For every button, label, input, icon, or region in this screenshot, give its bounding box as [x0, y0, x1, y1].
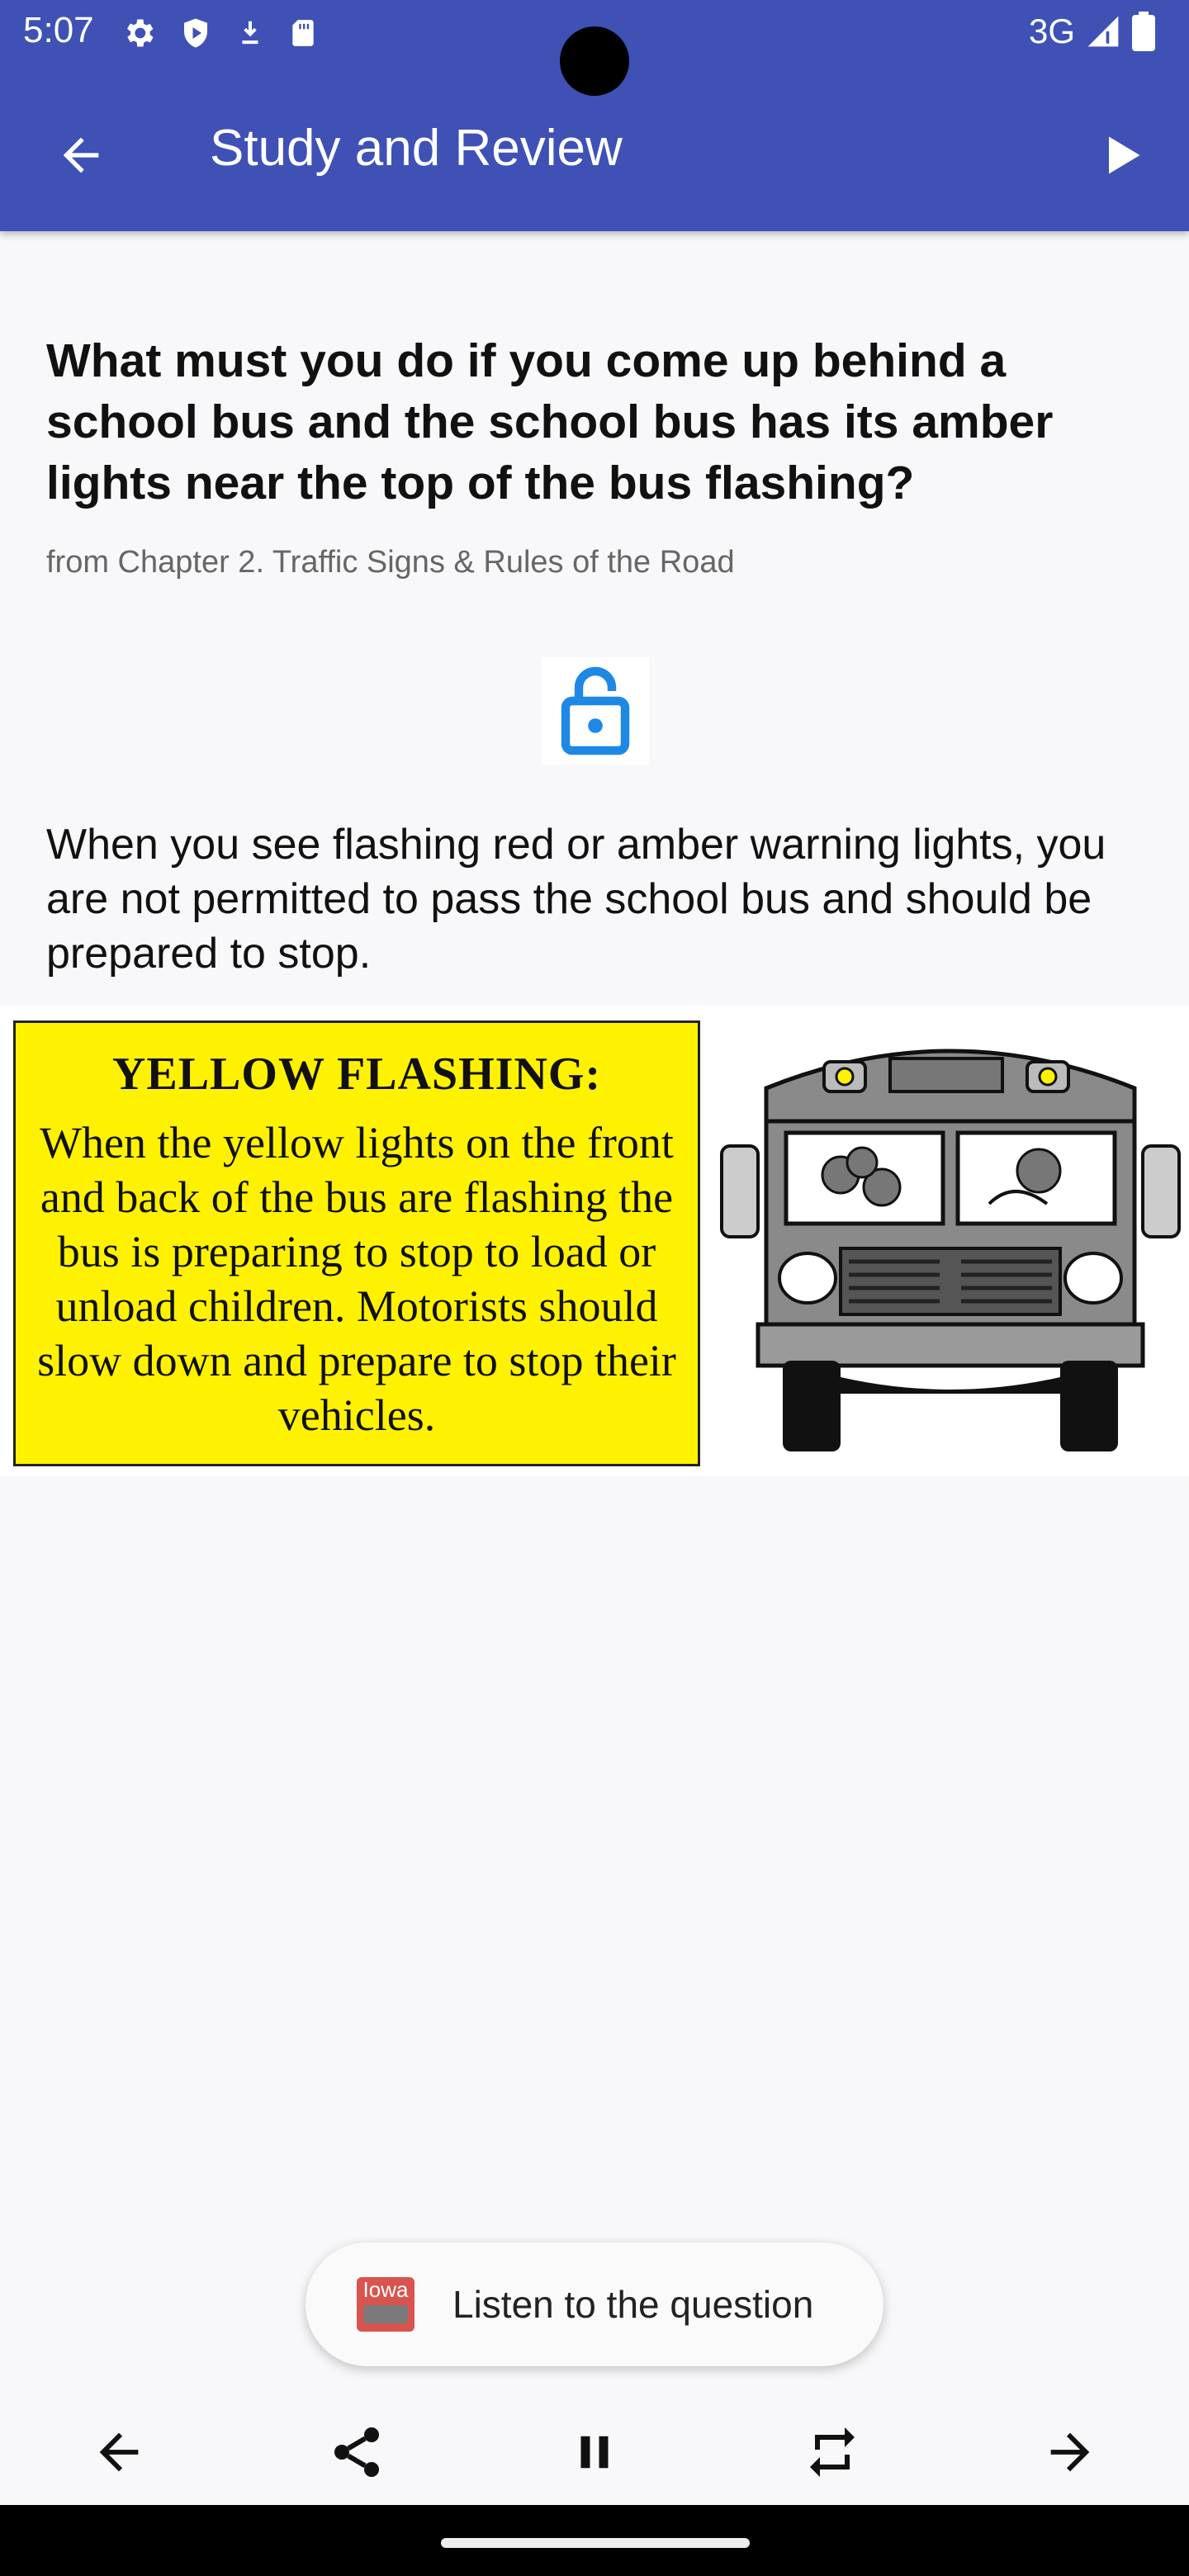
- previous-button[interactable]: [78, 2411, 160, 2493]
- pause-icon: [567, 2425, 622, 2479]
- status-icons-left: [121, 15, 319, 51]
- question-text: What must you do if you come up behind a school bus and the school bus has its amber lights near the top of the bus flashing?: [46, 334, 1054, 509]
- status-icons-right: [1029, 12, 1156, 51]
- repeat-button[interactable]: [791, 2411, 874, 2493]
- share-icon: [327, 2422, 386, 2482]
- snackbar-text: Listen to the question: [452, 2283, 814, 2326]
- bottom-toolbar: [0, 2394, 1189, 2502]
- answer-illustration: [0, 1006, 1189, 1476]
- question-source: from Chapter 2. Traffic Signs & Rules of the Road: [46, 545, 735, 580]
- app-logo-icon: [357, 2277, 414, 2332]
- reveal-answer-button[interactable]: [542, 657, 649, 765]
- download-icon: [234, 17, 266, 49]
- repeat-icon: [803, 2422, 862, 2482]
- unlock-icon: [556, 661, 635, 760]
- arrow-back-icon: [54, 129, 107, 182]
- signal-icon: [1085, 13, 1121, 50]
- app-bar: [0, 0, 1189, 231]
- sign-title: YELLOW FLASHING:: [111, 1049, 602, 1100]
- status-time: 5:07: [23, 10, 94, 50]
- back-button[interactable]: [46, 121, 116, 190]
- home-gesture-handle[interactable]: [441, 2538, 750, 2548]
- gesture-navigation-bar: [0, 2505, 1189, 2576]
- shield-icon: [178, 16, 213, 50]
- answer-text: When you see flashing red or amber warning lights, you are not permitted to pass the school bus and should be prepared to stop.: [46, 821, 1106, 978]
- camera-cutout: [560, 26, 629, 96]
- app-logo-text: Iowa: [362, 2277, 409, 2302]
- pause-button[interactable]: [553, 2411, 636, 2493]
- network-type: 3G: [1028, 12, 1075, 50]
- listen-snackbar[interactable]: [306, 2242, 883, 2366]
- gear-icon: [121, 15, 157, 51]
- status-bar: [0, 0, 1189, 69]
- battery-icon: [1131, 12, 1156, 51]
- share-button[interactable]: [315, 2411, 398, 2493]
- sd-card-icon: [287, 16, 319, 50]
- school-bus-icon: [717, 1030, 1184, 1460]
- page-title: Study and Review: [210, 120, 623, 177]
- next-button[interactable]: [1029, 2411, 1111, 2493]
- play-button[interactable]: [1087, 121, 1156, 190]
- play-icon: [1097, 130, 1146, 180]
- yellow-flashing-sign: [13, 1020, 700, 1466]
- sign-body: When the yellow lights on the front and back of the bus are flashing the bus is preparing to stop to load or unload children. Motorists should slow down and prepare to stop their vehicles.: [37, 1118, 676, 1440]
- arrow-forward-icon: [1041, 2423, 1099, 2481]
- arrow-back-icon: [90, 2423, 148, 2481]
